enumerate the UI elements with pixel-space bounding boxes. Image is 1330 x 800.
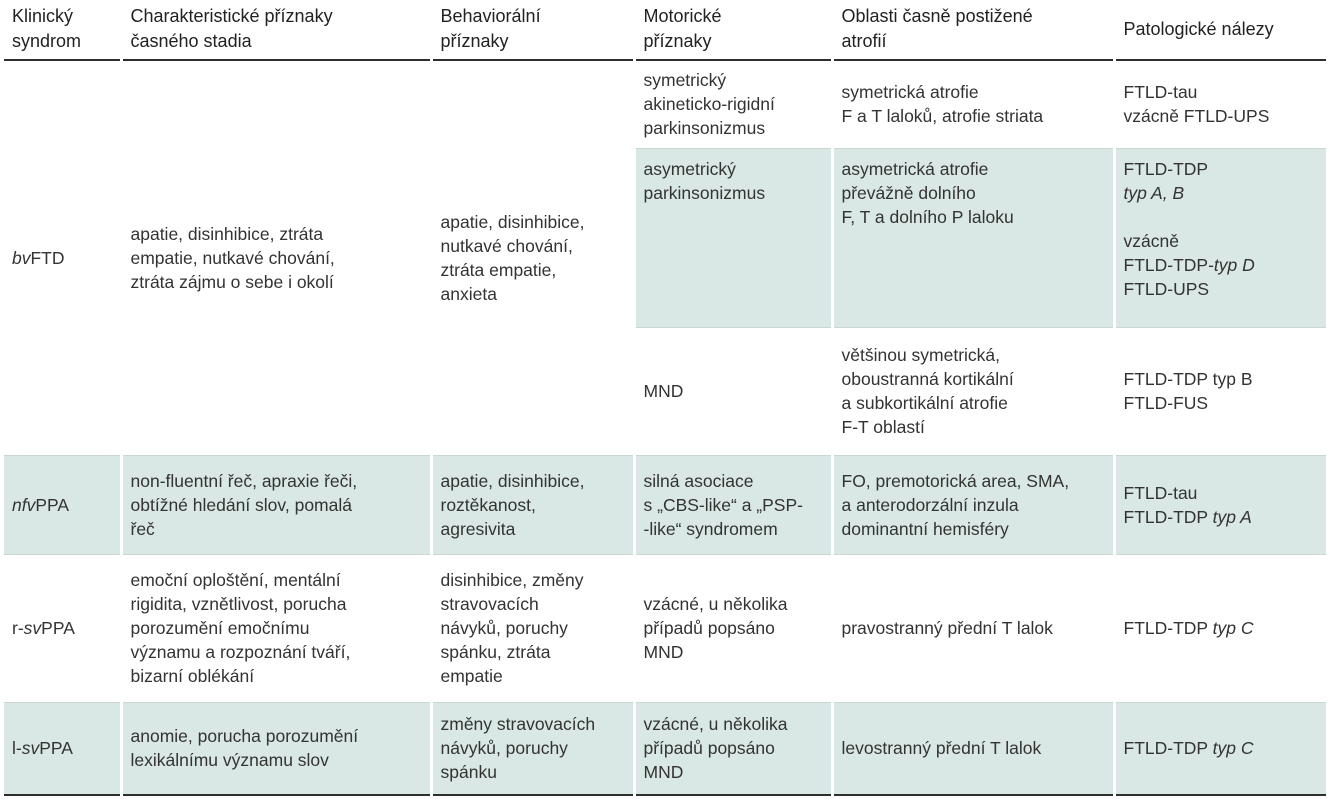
- motor-nfvppa: silná asociace s „CBS-like“ a „PSP- -like“ syndromem: [634, 455, 832, 554]
- pathology-lsvppa: FTLD-TDP typ C: [1114, 702, 1326, 795]
- motor-rsvppa: vzácné, u několika případů popsáno MND: [634, 554, 832, 702]
- early-symptoms-lsvppa: anomie, porucha porozumění lexikálnímu významu slov: [121, 702, 431, 795]
- pathology-bvftd-2: FTLD-TDP typ A, B vzácně FTLD-TDP-typ D FTLD-UPS: [1114, 148, 1326, 327]
- motor-bvftd-1: symetrický akineticko-rigidní parkinsonizmus: [634, 60, 832, 148]
- header-motor: Motorické příznaky: [634, 0, 832, 60]
- syndrome-cell-lsvppa: l-svPPA: [12, 738, 73, 759]
- behavioral-nfvppa: apatie, disinhibice, roztěkanost, agresivita: [431, 455, 634, 554]
- header-clinical-syndrome: Klinický syndrom: [12, 6, 82, 51]
- header-atrophy-areas: Oblasti časně postižené atrofií: [832, 0, 1114, 60]
- areas-bvftd-1: symetrická atrofie F a T laloků, atrofie striata: [832, 60, 1114, 148]
- table-row-bvftd-1: [4, 60, 1326, 148]
- table-row-nfvppa: [4, 455, 1326, 554]
- header-early-symptoms: Charakteristické příznaky časného stadia: [121, 0, 431, 60]
- behavioral-bvftd: apatie, disinhibice, nutkavé chování, ztráta empatie, anxieta: [431, 60, 634, 455]
- areas-lsvppa: levostranný přední T lalok: [832, 702, 1114, 795]
- motor-bvftd-3: MND: [634, 327, 832, 455]
- behavioral-lsvppa: změny stravovacích návyků, poruchy spánku: [431, 702, 634, 795]
- areas-rsvppa: pravostranný přední T lalok: [832, 554, 1114, 702]
- table-row-lsvppa: [4, 702, 1326, 795]
- motor-bvftd-2: asymetrický parkinsonizmus: [634, 148, 832, 327]
- pathology-bvftd-1: FTLD-tau vzácně FTLD-UPS: [1114, 60, 1326, 148]
- syndrome-cell-bvftd: bvFTD: [12, 247, 65, 268]
- pathology-bvftd-3: FTLD-TDP typ B FTLD-FUS: [1114, 327, 1326, 455]
- areas-bvftd-2: asymetrická atrofie převážně dolního F, T a dolního P laloku: [832, 148, 1114, 327]
- header-row: [4, 0, 1326, 60]
- pathology-rsvppa: FTLD-TDP typ C: [1114, 554, 1326, 702]
- areas-nfvppa: FO, premotorická area, SMA, a anterodorzální inzula dominantní hemisféry: [832, 455, 1114, 554]
- header-pathology: Patologické nálezy: [1114, 0, 1326, 60]
- areas-bvftd-3: většinou symetrická, oboustranná kortikální a subkortikální atrofie F-T oblastí: [832, 327, 1114, 455]
- header-behavioral: Behaviorální příznaky: [431, 0, 634, 60]
- early-symptoms-bvftd: apatie, disinhibice, ztráta empatie, nutkavé chování, ztráta zájmu o sebe i okolí: [121, 60, 431, 455]
- early-symptoms-nfvppa: non-fluentní řeč, apraxie řeči, obtížné hledání slov, pomalá řeč: [121, 455, 431, 554]
- syndrome-cell-nfvppa: nfvPPA: [12, 494, 70, 515]
- syndrome-cell-rsvppa: r-svPPA: [12, 618, 75, 638]
- early-symptoms-rsvppa: emoční oploštění, mentální rigidita, vznětlivost, porucha porozumění emočnímu významu a rozpoznání tváří, bizarní oblékání: [121, 554, 431, 702]
- motor-lsvppa: vzácné, u několika případů popsáno MND: [634, 702, 832, 795]
- pathology-nfvppa: FTLD-tau FTLD-TDP typ A: [1114, 455, 1326, 554]
- syndrome-table: [4, 0, 1326, 796]
- behavioral-rsvppa: disinhibice, změny stravovacích návyků, poruchy spánku, ztráta empatie: [431, 554, 634, 702]
- table-row-rsvppa: [4, 554, 1326, 702]
